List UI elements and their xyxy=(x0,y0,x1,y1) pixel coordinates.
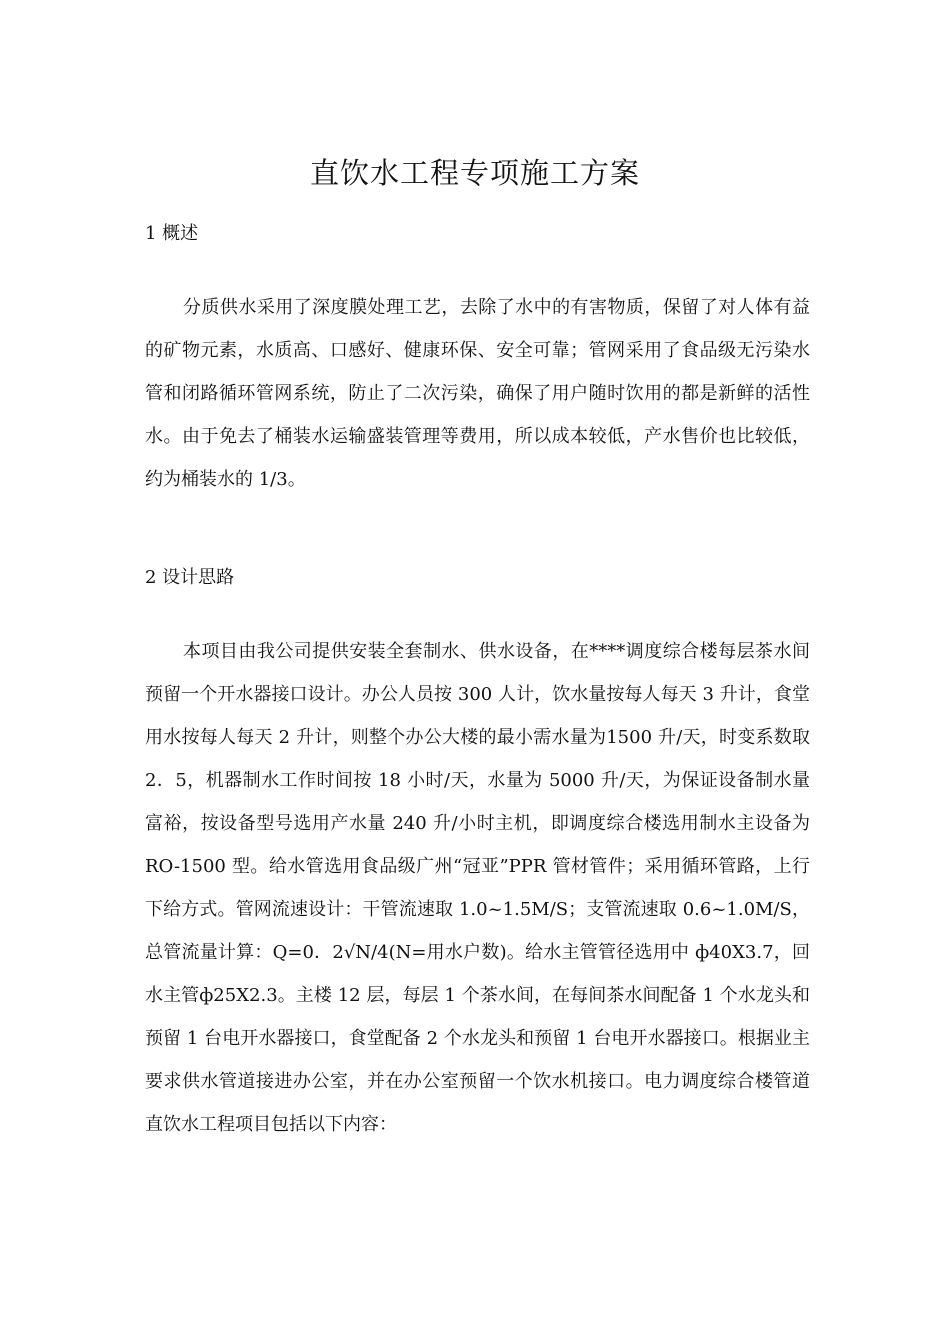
section-paragraph-overview: 分质供水采用了深度膜处理工艺，去除了水中的有害物质，保留了对人体有益的矿物元素，水质高、口感好、健康环保、安全可靠；管网采用了食品级无污染水管和闭路循环管网系统，防止了二次污染，确保了用户随时饮用的都是新鲜的活性水。由于免去了桶装水运输盛装管理等费用，所以成本较低，产水售价也比较低，约为桶装水的 1/3。 xyxy=(145,297,810,490)
document-title: 直饮水工程专项施工方案 xyxy=(309,156,640,191)
section-heading-design: 2 设计思路 xyxy=(145,567,235,588)
section-paragraph-design: 本项目由我公司提供安装全套制水、供水设备，在****调度综合楼每层茶水间预留一个开水器接口设计。办公人员按 300 人计，饮水量按每人每天 3 升计，食堂用水按每人每天 2 升计，则整个办公大楼的最小需水量为1500 升/天，时变系数取 2．5，机器制水工作时间按 18 小时/天，水量为 5000 升/天，为保证设备制水量富裕，按设备型号选用产水量 240 升/小时主机，即调度综合楼选用制水主设备为 RO-1500 型。给水管选用食品级广州“冠亚”PPR 管材管件；采用循环管路，上行下给方式。管网流速设计：干管流速取 1.0~1.5M/S；支管流速取 0.6~1.0M/S，总管流量计算：Q=0．2√N/4(N=用水户数)。给水主管管径选用中 ф40X3.7，回水主管ф25X2.3。主楼 12 层，每层 1 个茶水间，在每间茶水间配备 1 个水龙头和预留 1 台电开水器接口，食堂配备 2 个水龙头和预留 1 台电开水器接口。根据业主要求供水管道接进办公室，并在办公室预留一个饮水机接口。电力调度综合楼管道直饮水工程项目包括以下内容： xyxy=(145,641,810,1135)
section-heading-overview: 1 概述 xyxy=(145,223,199,244)
